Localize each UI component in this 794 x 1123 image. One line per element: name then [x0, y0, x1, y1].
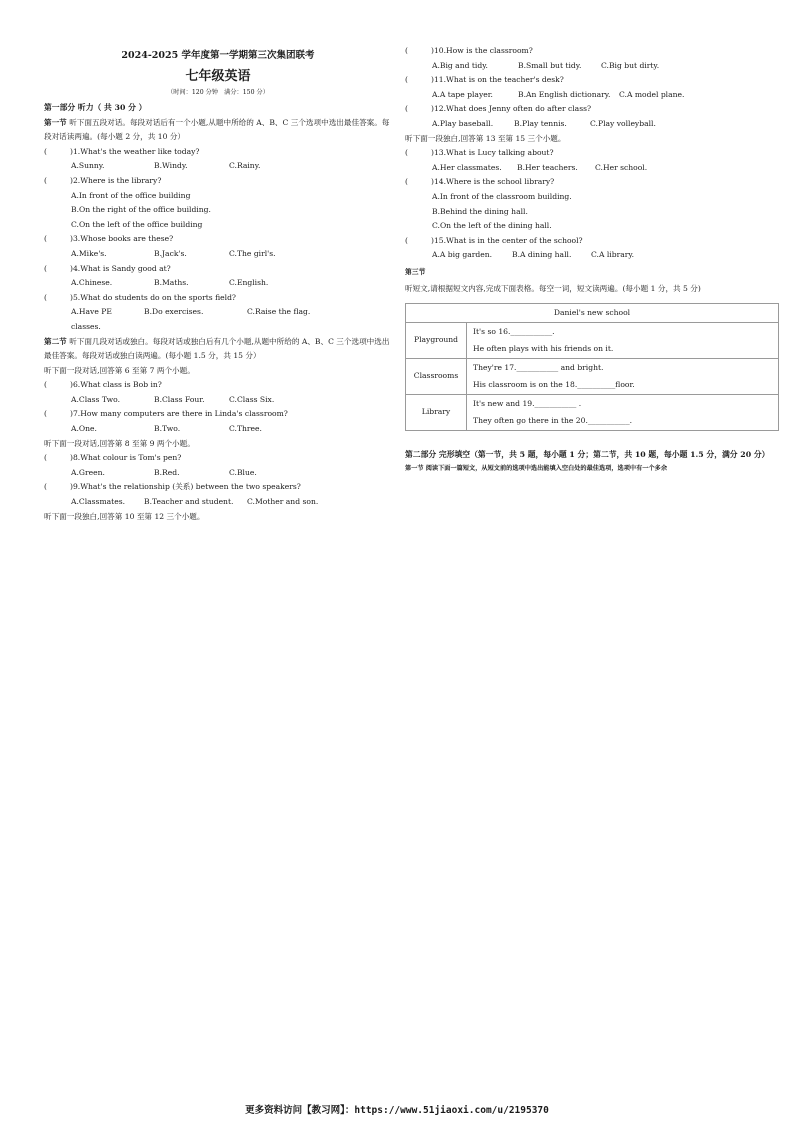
question-13-options	[405, 161, 781, 176]
question-5-options	[44, 305, 392, 334]
question-stem: )9.What's the relationship (关系) between the two speakers?	[70, 482, 301, 492]
question-7	[44, 407, 392, 422]
answer-blank[interactable]: (	[44, 292, 47, 302]
option-a: A.Play baseball.	[432, 118, 494, 128]
question-stem: )8.What colour is Tom's pen?	[70, 453, 182, 463]
sec1-text: 听下面五段对话。每段对话后有一个小题,从题中所给的 A、B、C 三个选项中选出最佳答案。每段对话读两遍。(每小题 2 分，共 10 分）	[44, 117, 390, 142]
question-1	[44, 145, 392, 160]
option-b: B.Small but tidy.	[518, 60, 582, 70]
question-stem: )15.What is in the center of the school?	[431, 235, 583, 245]
answer-blank[interactable]: (	[44, 234, 47, 244]
option-b: B.Windy.	[154, 161, 188, 171]
option-a: A.Mike's.	[71, 248, 107, 258]
listening-note: 听下面一段对话,回答第 8 至第 9 两个小题。	[44, 438, 195, 448]
answer-blank[interactable]: (	[405, 235, 408, 245]
option-a: A.Have PE classes.	[71, 307, 112, 331]
option-b: B.On the right of the office building.	[71, 205, 211, 215]
option-a: A.Green.	[71, 467, 105, 477]
question-2	[44, 174, 392, 189]
row-heading: Playground	[406, 322, 467, 358]
question-6	[44, 378, 392, 393]
listening-note: 听下面一段对话,回答第 6 至第 7 两个小题。	[44, 365, 195, 375]
option-c: C.Her school.	[595, 162, 648, 172]
question-13	[405, 146, 781, 161]
option-b: B.Class Four.	[154, 394, 205, 404]
question-stem: )3.Whose books are these?	[70, 234, 174, 244]
option-a: A.Big and tidy.	[432, 60, 488, 70]
option-c: C.Play volleyball.	[590, 118, 656, 128]
fill-blank-16[interactable]: It's so 16.___________.	[473, 326, 555, 336]
option-c: C.Rainy.	[229, 161, 261, 171]
option-c: C.Big but dirty.	[601, 60, 660, 70]
question-stem: )6.What class is Bob in?	[70, 380, 162, 390]
answer-blank[interactable]: (	[44, 380, 47, 390]
answer-blank[interactable]: (	[405, 104, 408, 114]
answer-blank[interactable]: (	[44, 175, 47, 185]
option-c: C.On the left of the office building	[71, 219, 203, 229]
answer-blank[interactable]: (	[44, 453, 47, 463]
answer-blank[interactable]: (	[405, 46, 408, 55]
part1-sec3-instructions: 听短文,请根据短文内容,完成下面表格。每空一词，短文读两遍。(每小题 1 分，共 5 分)	[405, 283, 701, 293]
option-b: B.Red.	[154, 467, 180, 477]
part1-sec2-instructions	[44, 335, 392, 364]
answer-blank[interactable]: (	[44, 409, 47, 419]
sec2-text: 听下面几段对话或独白。每段对话或独白后有几个小题,从题中所给的 A、B、C 三个选项中选出最佳答案。每段对话或独白读两遍。(每小题 1.5 分，共 15 分）	[44, 336, 390, 361]
option-b: B.A dining hall.	[512, 250, 572, 260]
question-stem: )5.What do students do on the sports field?	[70, 292, 237, 302]
option-a: A.In front of the classroom building.	[432, 191, 572, 201]
option-c: C.Three.	[229, 424, 262, 434]
question-8	[44, 451, 392, 466]
option-a: A.A big garden.	[432, 250, 493, 260]
option-b: B.Play tennis.	[514, 118, 567, 128]
option-c: C.A model plane.	[619, 89, 685, 99]
question-8-options	[44, 466, 392, 481]
option-a: A.Class Two.	[71, 394, 121, 404]
option-c: C.Mother and son.	[247, 497, 319, 507]
question-12-options	[405, 117, 781, 132]
question-stem: )11.What is on the teacher's desk?	[431, 75, 564, 85]
answer-blank[interactable]: (	[405, 75, 408, 85]
question-12	[405, 102, 781, 117]
option-b: B.Behind the dining hall.	[432, 206, 528, 216]
question-10	[405, 44, 781, 59]
question-15	[405, 234, 781, 249]
option-c: C.English.	[229, 278, 269, 288]
question-stem: )10.How is the classroom?	[431, 46, 533, 55]
option-c: C.Class Six.	[229, 394, 275, 404]
question-3	[44, 232, 392, 247]
option-b: B.Do exercises.	[144, 307, 204, 317]
question-14	[405, 175, 781, 190]
question-1-options	[44, 159, 392, 174]
table-row	[406, 322, 779, 358]
question-stem: )13.What is Lucy talking about?	[431, 148, 554, 158]
table-row	[406, 394, 779, 430]
option-c: C.Blue.	[229, 467, 257, 477]
part1-sec1-instructions	[44, 116, 392, 145]
option-c: C.On the left of the dining hall.	[432, 221, 552, 231]
question-7-options	[44, 422, 392, 437]
answer-blank[interactable]: (	[405, 177, 408, 187]
listening-note: 听下面一段独白,回答第 10 至第 12 三个小题。	[44, 511, 205, 521]
option-a: A.Sunny.	[71, 161, 105, 171]
part1-sec3-label: 第三节	[405, 267, 426, 276]
question-9-options	[44, 495, 392, 510]
question-stem: )12.What does Jenny often do after class?	[431, 104, 592, 114]
question-11-options	[405, 88, 781, 103]
option-b: B.An English dictionary.	[518, 89, 611, 99]
option-c: C.The girl's.	[229, 248, 276, 258]
sec2-label: 第二节	[44, 336, 67, 346]
row-content	[467, 394, 779, 430]
answer-blank[interactable]: (	[44, 263, 47, 273]
question-15-options	[405, 248, 781, 263]
answer-blank[interactable]: (	[405, 148, 408, 158]
row-heading: Library	[406, 394, 467, 430]
question-stem: )1.What's the weather like today?	[70, 146, 200, 156]
option-b: B.Two.	[154, 424, 181, 434]
sec1-label: 第一节	[44, 117, 67, 127]
footer-link[interactable]: 更多资料访问【教习网】：https://www.51jiaoxi.com/u/2195370	[245, 1105, 549, 1116]
answer-blank[interactable]: (	[44, 146, 47, 156]
exam-meta: （时间：120 分钟 满分：150 分）	[167, 89, 269, 96]
option-a: A.A tape player.	[432, 89, 493, 99]
answer-blank[interactable]: (	[44, 482, 47, 492]
question-9	[44, 480, 392, 495]
exam-subtitle: 七年级英语	[185, 69, 251, 84]
option-b: B.Her teachers.	[517, 162, 578, 172]
option-a: A.Classmates.	[71, 497, 126, 507]
daniel-school-table	[405, 303, 779, 431]
question-stem: )14.Where is the school library?	[431, 177, 555, 187]
option-b: B.Teacher and student.	[144, 497, 234, 507]
question-5	[44, 291, 392, 306]
question-10-options	[405, 59, 781, 74]
row-text: He often plays with his friends on it.	[473, 344, 614, 354]
table-row	[406, 358, 779, 394]
option-c: C.A library.	[591, 250, 635, 260]
row-content	[467, 358, 779, 394]
exam-title: 2024-2025 学年度第一学期第三次集团联考	[121, 50, 315, 61]
row-heading: Classrooms	[406, 358, 467, 394]
part2-sec1-instructions: 第一节 阅读下面一篇短文，从短文前的选项中选出能填入空白处的最佳选项，选项中有一个多余	[405, 465, 668, 473]
fill-blank-20[interactable]: They often go there in the 20.___________.	[473, 416, 633, 426]
question-4	[44, 262, 392, 277]
question-3-options	[44, 247, 392, 262]
option-a: A.In front of the office building	[71, 190, 191, 200]
right-column	[405, 44, 781, 476]
left-column	[44, 44, 392, 524]
option-b: B.Jack's.	[154, 248, 187, 258]
option-b: B.Maths.	[154, 278, 189, 288]
row-content	[467, 322, 779, 358]
option-a: A.Her classmates.	[432, 162, 502, 172]
listening-note: 听下面一段独白,回答第 13 至第 15 三个小题。	[405, 133, 566, 143]
table-caption: Daniel's new school	[406, 304, 779, 323]
question-stem: )7.How many computers are there in Linda's classroom?	[70, 409, 288, 419]
option-c: C.Raise the flag.	[247, 307, 311, 317]
fill-blank-17[interactable]: They're 17.___________ and bright.	[473, 362, 604, 372]
question-stem: )2.Where is the library?	[70, 175, 162, 185]
part1-heading: 第一部分 听力（ 共 30 分 ）	[44, 103, 147, 112]
question-stem: )4.What is Sandy good at?	[70, 263, 171, 273]
table-caption-row	[406, 304, 779, 323]
fill-blank-19[interactable]: It's new and 19.___________ .	[473, 398, 582, 408]
part2-heading: 第二部分 完形填空（第一节，共 5 题，每小题 1 分；第二节，共 10 题，每小题 1.5 分，满分 20 分）	[405, 449, 770, 459]
question-4-options	[44, 276, 392, 291]
question-11	[405, 73, 781, 88]
question-6-options	[44, 393, 392, 408]
option-a: A.One.	[71, 424, 97, 434]
option-a: A.Chinese.	[71, 278, 113, 288]
fill-blank-18[interactable]: His classroom is on the 18.__________floor.	[473, 380, 635, 390]
